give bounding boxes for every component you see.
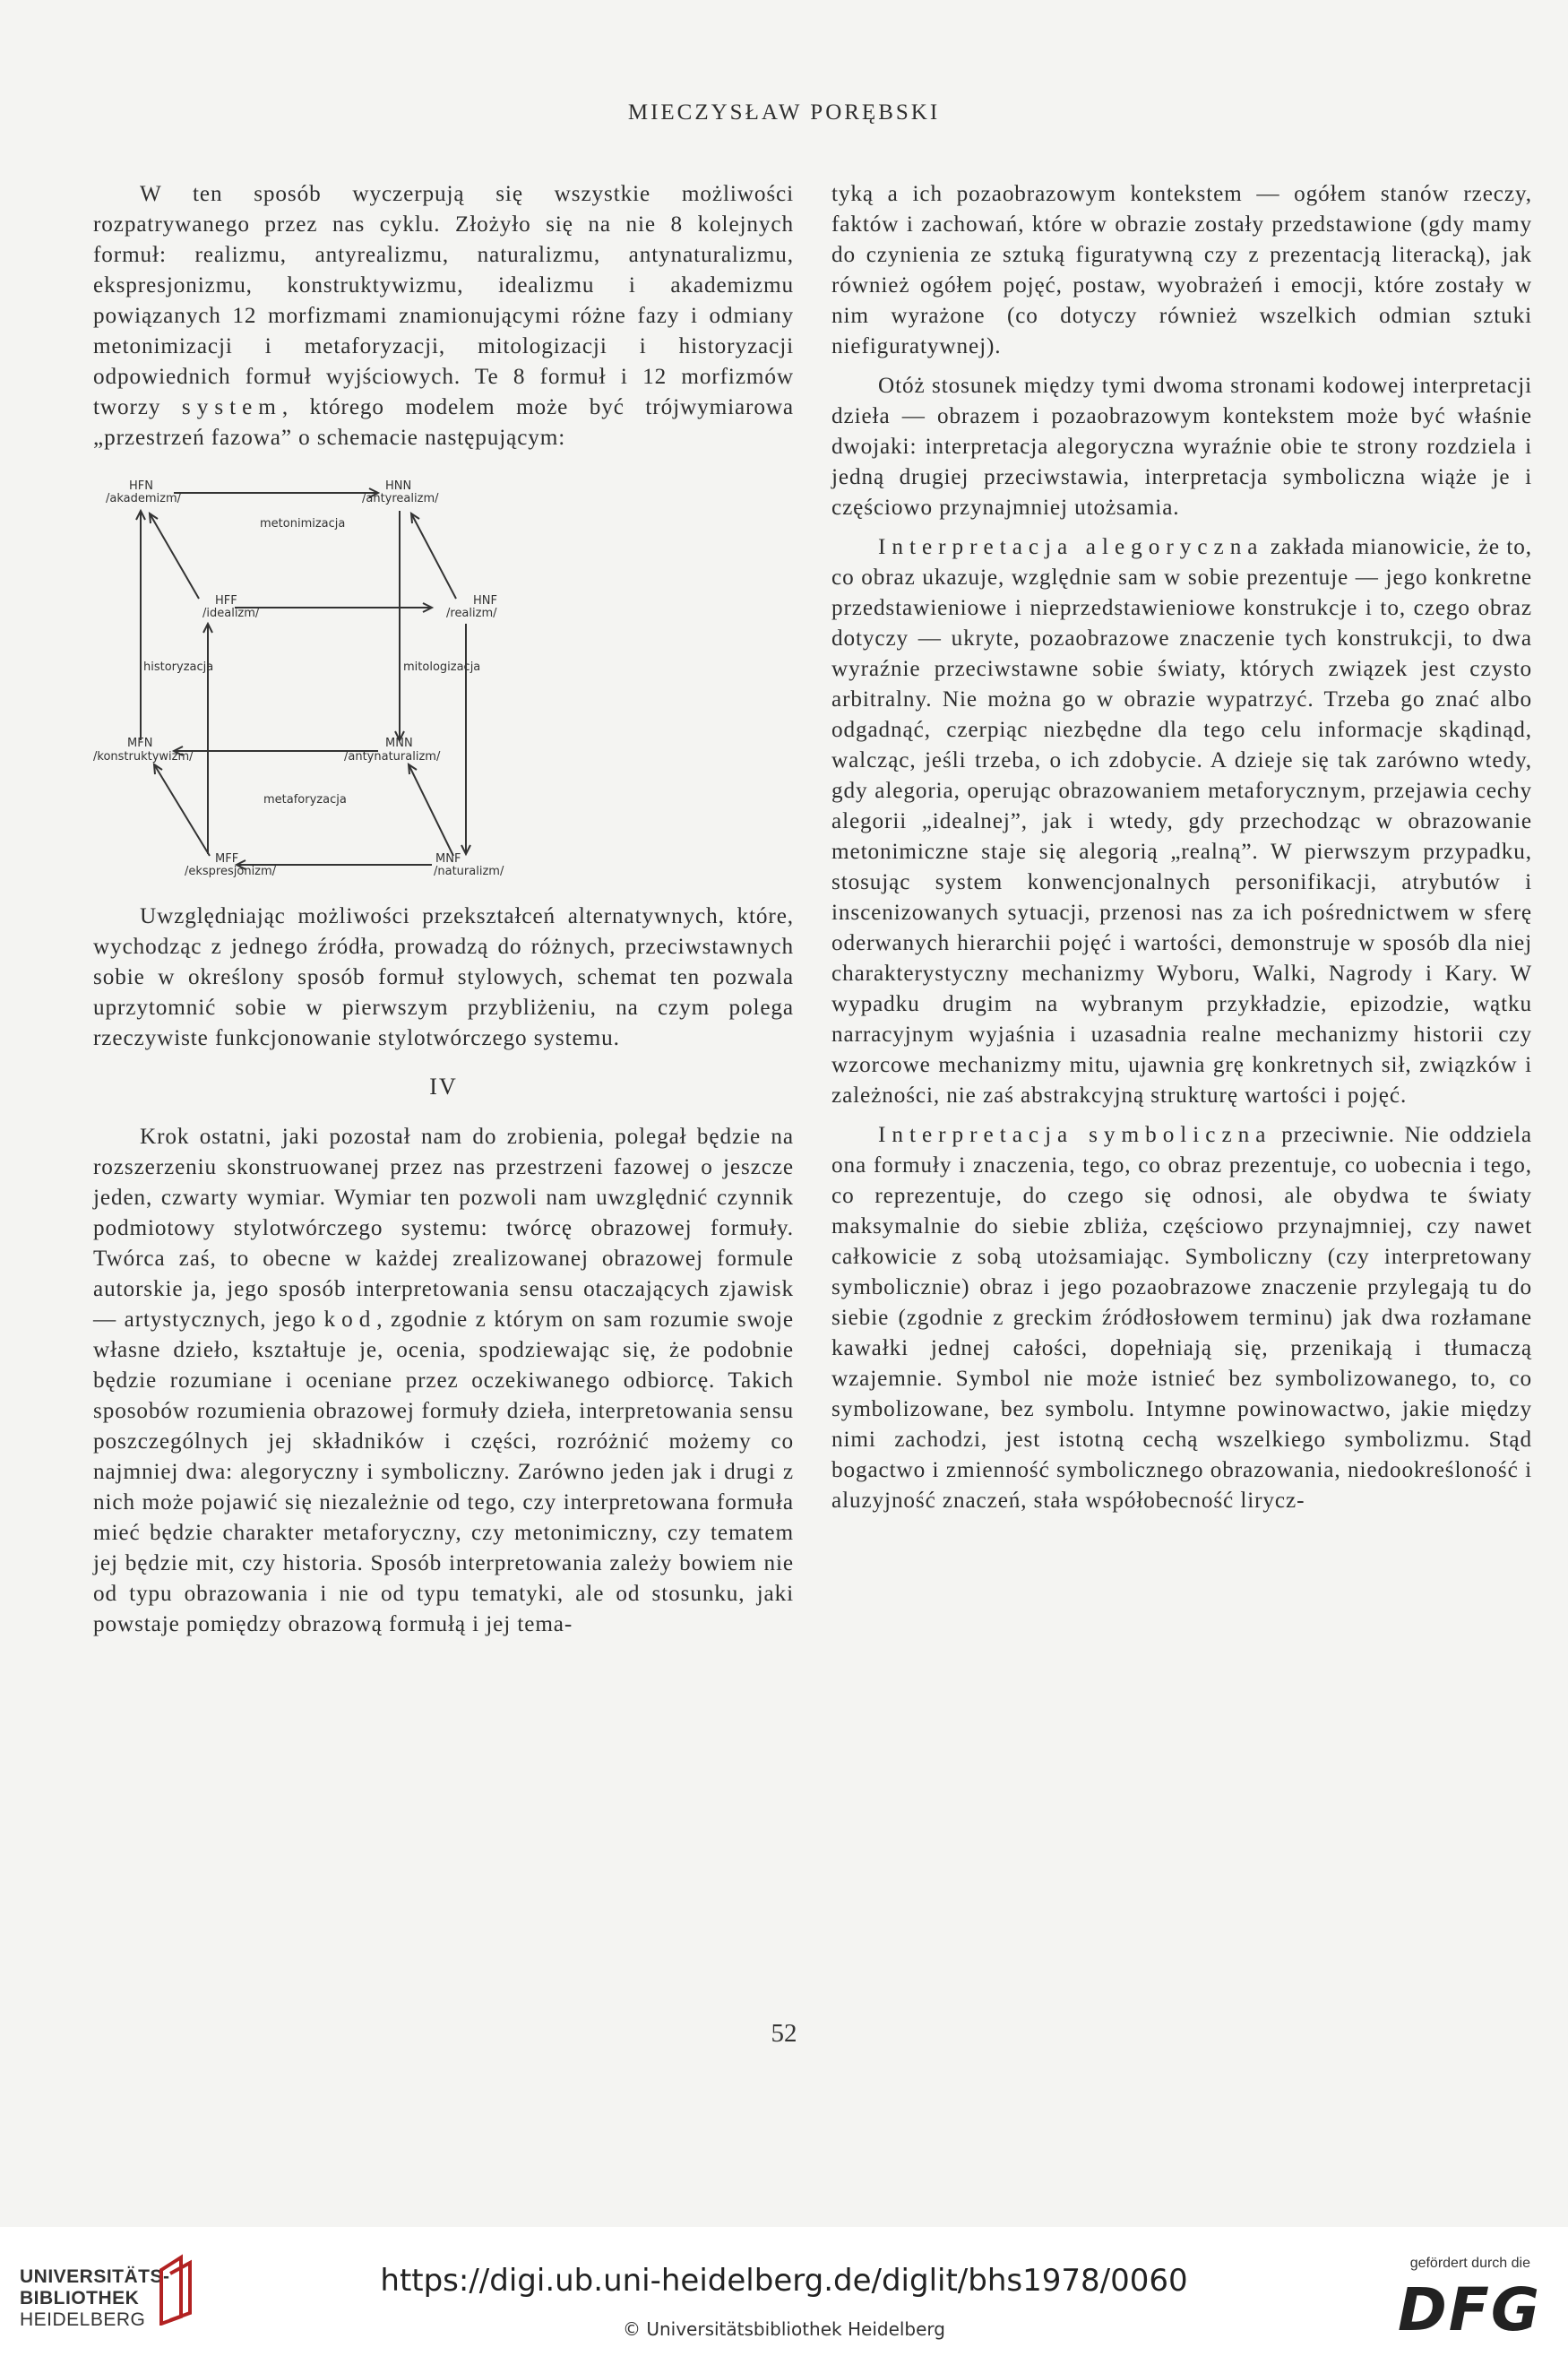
node-mff: MFF [215, 852, 239, 866]
node-hfn-label: /akademizm/ [106, 492, 182, 505]
dfg-logo: DFG [1397, 2275, 1541, 2344]
left-paragraph-3 [93, 1122, 794, 1640]
page-number: 52 [771, 2019, 797, 2048]
spaced-word-system: system [181, 395, 282, 419]
right-paragraph-1: tyką a ich pozaobrazowym kontekstem — ogółem stanów rzeczy, faktów i zachowań, które w obrazie zostały przedstawione (gdy mamy do czynienia ze sztuką figuratywną czy z prezentacją literacką), jak również ogółem pojęć, postaw, wyobrażeń i emocji, które zostały w nim wyrażone (co dotyczy również wszelkich odmian sztuki niefiguratywnej). [831, 182, 1532, 358]
edge-hnf-hnn [411, 513, 456, 599]
right-paragraph-3 [831, 532, 1532, 1111]
section-heading: IV [429, 1074, 458, 1100]
node-hnf-label: /realizm/ [446, 607, 497, 620]
left-paragraph-2: Uwzględniając możliwości przekształceń alternatywnych, które, wychodząc z jednego źródła, prowadzą do różnych, przeciwstawnych sobie w określony sposób formuł stylowych, schemat ten pozwala uprzytomnić sobie w pierwszym przybliżeniu, na czym polega rzeczywiste funkcjonowanie stylotwórczego systemu. [93, 904, 794, 1050]
node-mff-label: /ekspresjonizm/ [185, 865, 277, 878]
digitization-footer [0, 2227, 1568, 2356]
left-paragraph-3-end: , zgodnie z którym on sam rozumie swoje własne dzieło, kształtuje je, ocenia, spodziewając się, że podobnie będzie rozumiane i oceniane przez oczekiwanego odbiorcę. Takich sposobów rozumienia obrazowej formuły dzieła, interpretowania sensu poszczególnych jej składników i części, rozróżnić możemy co najmniej dwa: alegoryczny i symboliczny. Zarówno jeden jak i drugi z nich może pojawić się niezależnie od tego, czy interpretowana formuła mieć będzie charakter metaforyczny, czy metonimiczny, czy tematem jej będzie mit, czy historia. Sposób interpretowania zależy bowiem nie od typu obrazowania i nie od typu tematyki, ale od stosunku, jaki powstaje pomiędzy obrazową formułą i jej tema- [93, 1307, 794, 1636]
library-name-line-2: BIBLIOTHEK [20, 2288, 140, 2309]
node-hnf: HNF [473, 594, 497, 608]
left-paragraph-1-end: , którego modelem może być trójwymiarowa „przestrzeń fazowa” o schemacie następującym: [93, 395, 794, 450]
node-hfn: HFN [129, 479, 153, 493]
node-hnn: HNN [385, 479, 412, 493]
running-header: MIECZYSŁAW PORĘBSKI [627, 100, 941, 125]
right-paragraph-4-text: przeciwnie. Nie oddziela ona formuły i znaczenia, tego, co obraz prezentuje, co uobecnia i tego, co reprezentuje, do czego się odnosi, ale obydwa te światy maksymalnie do siebie zbliża, częściowo przynajmniej, czy nawet całkowicie z sobą utożsamiając. Symboliczny (czy interpretowany symbolicznie) obraz i jego pozaobrazowe znaczenie przylegają tu do siebie (zgodnie z greckim źródłosłowem terminu) jak dwa rozłamane kawałki jednej całości, dopełniają się, przenikają i tłumaczą wzajemnie. Symbol nie może istnieć bez symbolizowanego, to, co symbolizowane, bez symbolu. Intymne powinowactwo, jakie między nimi zachodzi, jest istotną cechą wszelkiego symbolizmu. Stąd bogactwo i zmienność symbolicznego obrazowania, niedookreśloność i aluzyjność znaczeń, stała współobecność lirycz- [831, 1123, 1532, 1513]
library-name-line-3: HEIDELBERG [20, 2309, 146, 2330]
right-column [831, 179, 1532, 1516]
edge-mnf-mnn [409, 764, 453, 856]
left-column [93, 179, 794, 1640]
node-mfn: MFN [127, 737, 153, 750]
right-paragraph-2: Otóż stosunek między tymi dwoma stronami kodowej interpretacji dzieła — obrazem i pozaobrazowym kontekstem może być właśnie dwojaki: interpretacja alegoryczna wyraźnie obie te strony rozdziela i jedną drugiej przeciwstawia, interpretacja symboliczna wiąże je i częściowo przynajmniej utożsamia. [831, 374, 1532, 520]
phase-space-diagram [93, 473, 794, 878]
node-hnn-label: /antyrealizm/ [362, 492, 439, 505]
left-paragraph-1 [93, 179, 794, 453]
node-mnf: MNF [435, 852, 461, 866]
diagram-svg [93, 473, 794, 878]
edge-hff-hfn [150, 513, 199, 599]
copyright-notice: © Universitätsbibliothek Heidelberg [622, 2318, 945, 2340]
label-metonimizacja: metonimizacja [260, 517, 346, 531]
right-paragraph-3-text: zakłada mianowicie, że to, co obraz ukazuje, względnie sam w sobie prezentuje — jego konkretne przedstawieniowe i nieprzedstawieniowe konstrukcje i to, czego obraz dotyczy — ukryte, pozaobrazowe znaczenie tych konstrukcji, to dwa wyraźnie przeciwstawne sobie światy, których związek jest czysto arbitralny. Nie można go w obrazie wypatrzyć. Trzeba go znać albo odgadnąć, czerpiąc niezbędne dla tego celu informacje skądinąd, walcząc, jeśli trzeba, o ich zdobycie. A dzieje się tak zarówno wtedy, gdy alegoria, operując obrazowaniem metaforycznym, przejawia cechy alegorii „idealnej”, jak i wtedy, gdy przechodząc w obrazowanie metonimiczne staje się alegorią „realną”. W pierwszym przypadku, stosując system konwencjonalnych personifikacji, atrybutów i inscenizowanych sytuacji, przenosi nas za ich pośrednictwem w sferę oderwanych hierarchii pojęć i wartości, demonstruje w sposób dla niej charakterystyczny mechanizmy Wyboru, Walki, Nagrody i Kary. W wypadku drugim na wybranym przykładzie, epizodzie, wątku narracyjnym wyjaśnia i uzasadnia realne mechanizmy historii czy wzorcowe mechanizmy mitu, ujawnia grę konkretnych sił, związków i zależności, nie zaś abstrakcyjną strukturę wartości i pojęć. [831, 535, 1532, 1108]
node-mnn: MNN [385, 737, 413, 750]
node-mnf-label: /naturalizm/ [434, 865, 504, 878]
left-paragraph-1-text: W ten sposób wyczerpują się wszystkie możliwości rozpatrywanego przez nas cyklu. Złożyło się na nie 8 kolejnych formuł: realizmu, antyrealizmu, naturalizmu, antynaturalizmu, ekspresjonizmu, konstruktywizmu, idealizmu i akademizmu powiązanych 12 morfizmami znamionującymi różne fazy i odmiany metonimizacji i metaforyzacji, mitologizacji i historyzacji odpowiednich formuł wyjściowych. Te 8 formuł i 12 morfizmów tworzy [93, 182, 794, 419]
right-paragraph-4 [831, 1120, 1532, 1516]
spaced-term-symbolic: Interpretacja symboliczna [878, 1123, 1272, 1147]
spaced-word-kod: kod [323, 1307, 377, 1332]
funded-by-label: gefördert durch die [1409, 2256, 1530, 2271]
node-mnn-label: /antynaturalizm/ [344, 750, 441, 764]
library-name-line-1: UNIVERSITÄTS- [20, 2266, 170, 2287]
label-historyzacja: historyzacja [143, 660, 214, 674]
spaced-term-allegorical: Interpretacja alegoryczna [878, 535, 1264, 559]
label-metaforyzacja: metaforyzacja [263, 793, 347, 807]
label-mitologizacja: mitologizacja [403, 660, 481, 674]
left-paragraph-3-text: Krok ostatni, jaki pozostał nam do zrobienia, polegał będzie na rozszerzeniu skonstruowanej przez nas przestrzeni fazowej o jeszcze jeden, czwarty wymiar. Wymiar ten pozwoli nam uwzględnić czynnik podmiotowy stylotwórczego systemu: twórcę obrazowej formuły. Twórca zaś, to obecne w każdej zrealizowanej obrazowej formule autorskie ja, jego sposób interpretowania sensu otaczających zjawisk — artystycznych, jego [93, 1125, 794, 1332]
edge-mff-mfn [154, 764, 210, 856]
node-hff-label: /idealizm/ [202, 607, 260, 620]
node-mfn-label: /konstruktywizm/ [93, 750, 194, 764]
permalink-url[interactable]: https://digi.ub.uni-heidelberg.de/diglit/bhs1978/0060 [380, 2263, 1188, 2299]
node-hff: HFF [215, 594, 237, 608]
